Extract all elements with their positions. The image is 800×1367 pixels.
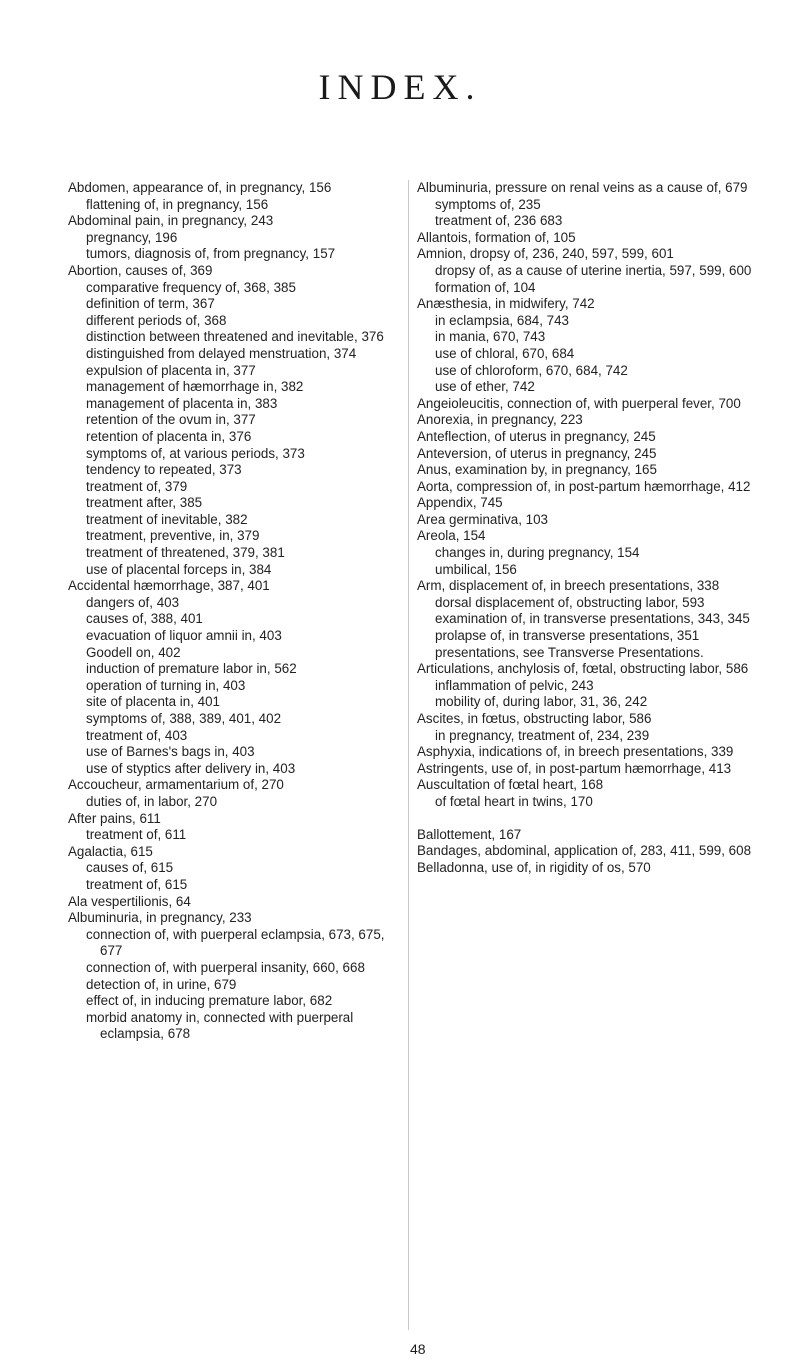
- index-subentry: effect of, in inducing premature labor, 682: [86, 993, 333, 1009]
- index-subentry: dorsal displacement of, obstructing labor, 593: [435, 594, 705, 610]
- index-subentry: use of chloral, 670, 684: [435, 345, 575, 361]
- index-entry: Agalactia, 615: [68, 843, 153, 859]
- index-entry: Articulations, anchylosis of, fœtal, obstructing labor, 586: [417, 661, 749, 677]
- index-entry: Belladonna, use of, in rigidity of os, 570: [417, 859, 651, 875]
- index-entry: Bandages, abdominal, application of, 283, 411, 599, 608: [417, 843, 752, 859]
- index-entry: Anteflection, of uterus in pregnancy, 245: [417, 428, 656, 444]
- index-entry: Appendix, 745: [417, 495, 503, 511]
- page-number: 48: [410, 1341, 426, 1357]
- index-subentry: in mania, 670, 743: [435, 329, 546, 345]
- index-entry: Abdomen, appearance of, in pregnancy, 156: [68, 180, 332, 195]
- index-subentry: presentations, see Transverse Presentations.: [435, 644, 704, 660]
- index-subentry: symptoms of, 388, 389, 401, 402: [86, 711, 282, 726]
- index-subentry: treatment, preventive, in, 379: [86, 528, 260, 544]
- index-subentry: use of placental forceps in, 384: [86, 561, 272, 577]
- index-entry: Albuminuria, pressure on renal veins as a cause of, 679: [417, 180, 748, 195]
- index-subentry: in eclampsia, 684, 743: [435, 312, 569, 328]
- index-subentry: use of Barnes's bags in, 403: [86, 744, 255, 760]
- index-subentry: different periods of, 368: [86, 312, 227, 328]
- index-entry: After pains, 611: [68, 810, 161, 826]
- index-subentry: treatment of, 403: [86, 727, 188, 743]
- index-subentry: treatment of inevitable, 382: [86, 511, 248, 527]
- index-entry: Aorta, compression of, in post-partum hæmorrhage, 412: [417, 478, 751, 494]
- index-subentry: symptoms of, 235: [435, 196, 541, 212]
- index-subentry: evacuation of liquor amnii in, 403: [86, 628, 282, 644]
- index-entry: Allantois, formation of, 105: [417, 229, 576, 245]
- index-subentry: use of styptics after delivery in, 403: [86, 760, 296, 776]
- index-subentry: treatment of, 236 683: [435, 213, 563, 229]
- index-subentry: symptoms of, at various periods, 373: [86, 445, 305, 461]
- index-entry: Area germinativa, 103: [417, 511, 549, 527]
- index-entry: Albuminuria, in pregnancy, 233: [68, 910, 252, 926]
- index-subentry: prolapse of, in transverse presentations, 351: [435, 628, 700, 644]
- index-column-left: [68, 180, 393, 1043]
- index-subentry: of fœtal heart in twins, 170: [435, 793, 593, 809]
- index-subentry: comparative frequency of, 368, 385: [86, 279, 296, 295]
- index-entry: Ascites, in fœtus, obstructing labor, 586: [417, 711, 652, 726]
- index-subentry: causes of, 388, 401: [86, 611, 203, 627]
- index-subentry: treatment after, 385: [86, 495, 203, 511]
- index-subentry: inflammation of pelvic, 243: [435, 677, 594, 693]
- index-subentry: examination of, in transverse presentations, 343, 345: [435, 611, 750, 627]
- index-subentry: management of hæmorrhage in, 382: [86, 379, 304, 395]
- index-subentry: induction of premature labor in, 562: [86, 661, 297, 677]
- index-subentry: distinction between threatened and inevitable, 376: [86, 329, 384, 345]
- index-subentry: morbid anatomy in, connected with puerperal eclampsia, 678: [86, 1009, 354, 1042]
- index-subentry: expulsion of placenta in, 377: [86, 362, 256, 378]
- index-subentry: formation of, 104: [435, 279, 536, 295]
- index-subentry: changes in, during pregnancy, 154: [435, 545, 640, 561]
- index-subentry: retention of placenta in, 376: [86, 428, 252, 444]
- index-subentry: dangers of, 403: [86, 594, 180, 610]
- index-entry: Ala vespertilionis, 64: [68, 893, 191, 909]
- index-subentry: flattening of, in pregnancy, 156: [86, 196, 269, 212]
- index-subentry: umbilical, 156: [435, 561, 517, 577]
- index-subentry: operation of turning in, 403: [86, 677, 246, 693]
- index-subentry: Goodell on, 402: [86, 644, 181, 660]
- page-title: INDEX.: [318, 67, 482, 107]
- index-entry: Anorexia, in pregnancy, 223: [417, 412, 583, 428]
- index-subentry: distinguished from delayed menstruation, 374: [86, 345, 357, 361]
- index-subentry: retention of the ovum in, 377: [86, 412, 256, 428]
- index-entry: Abdominal pain, in pregnancy, 243: [68, 213, 274, 229]
- index-column-right: [408, 180, 757, 1330]
- index-subentry: treatment of, 379: [86, 478, 188, 494]
- index-entry: Accoucheur, armamentarium of, 270: [68, 777, 284, 793]
- index-subentry: connection of, with puerperal eclampsia, 673, 675, 677: [86, 926, 385, 959]
- index-entry: Amnion, dropsy of, 236, 240, 597, 599, 601: [417, 246, 674, 262]
- index-subentry: in pregnancy, treatment of, 234, 239: [435, 727, 650, 743]
- index-subentry: mobility of, during labor, 31, 36, 242: [435, 694, 648, 710]
- index-entry: Auscultation of fœtal heart, 168: [417, 777, 604, 793]
- index-entry: Accidental hæmorrhage, 387, 401: [68, 578, 270, 594]
- index-entry: Arm, displacement of, in breech presentations, 338: [417, 578, 720, 594]
- index-entry: Ballottement, 167: [417, 826, 522, 842]
- index-subentry: tumors, diagnosis of, from pregnancy, 157: [86, 246, 336, 262]
- index-entry: Anus, examination by, in pregnancy, 165: [417, 462, 657, 478]
- index-subentry: detection of, in urine, 679: [86, 976, 237, 992]
- index-subentry: treatment of, 615: [86, 876, 188, 892]
- index-entry: Angeioleucitis, connection of, with puerperal fever, 700: [417, 395, 741, 411]
- index-subentry: management of placenta in, 383: [86, 395, 278, 411]
- section-gap: [417, 811, 757, 827]
- index-entry: Anteversion, of uterus in pregnancy, 245: [417, 445, 657, 461]
- index-subentry: pregnancy, 196: [86, 229, 178, 245]
- index-entry: Abortion, causes of, 369: [68, 262, 213, 278]
- index-subentry: causes of, 615: [86, 860, 174, 876]
- index-entry: Astringents, use of, in post-partum hæmorrhage, 413: [417, 760, 732, 776]
- index-subentry: definition of term, 367: [86, 296, 215, 312]
- index-subentry: use of ether, 742: [435, 379, 535, 395]
- index-subentry: duties of, in labor, 270: [86, 793, 218, 809]
- index-subentry: treatment of threatened, 379, 381: [86, 545, 285, 561]
- index-subentry: tendency to repeated, 373: [86, 462, 242, 478]
- index-subentry: dropsy of, as a cause of uterine inertia, 597, 599, 600: [435, 262, 752, 278]
- index-subentry: treatment of, 611: [86, 827, 187, 843]
- index-entry: Anæsthesia, in midwifery, 742: [417, 296, 595, 312]
- index-subentry: site of placenta in, 401: [86, 694, 220, 710]
- index-entry: Asphyxia, indications of, in breech presentations, 339: [417, 744, 734, 760]
- index-subentry: use of chloroform, 670, 684, 742: [435, 362, 628, 378]
- index-entry: Areola, 154: [417, 528, 486, 544]
- index-subentry: connection of, with puerperal insanity, 660, 668: [86, 959, 365, 975]
